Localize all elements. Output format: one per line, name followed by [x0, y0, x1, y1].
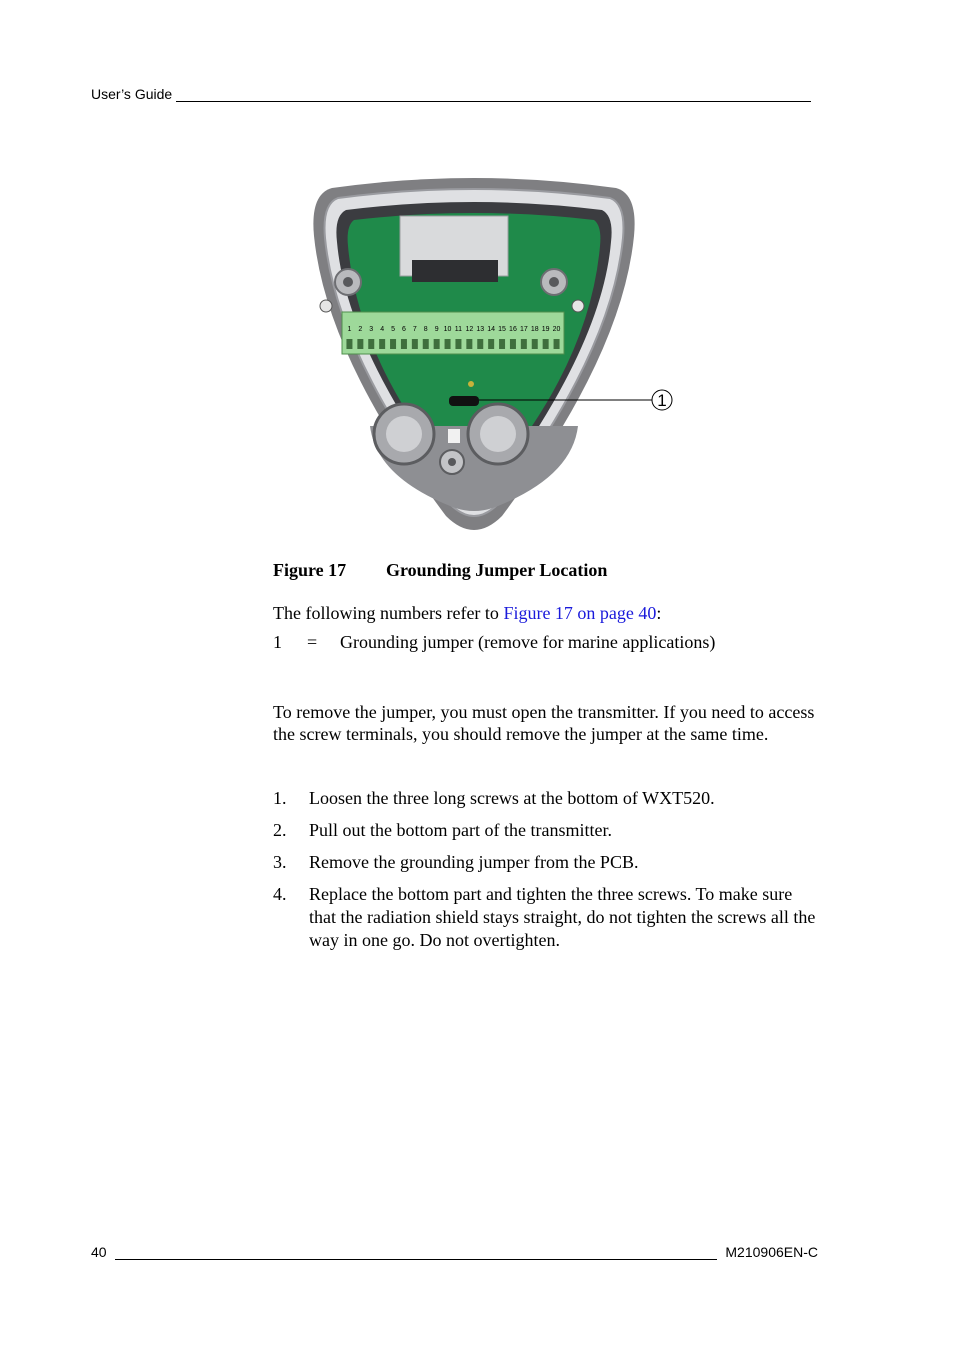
terminal-number: 16: [509, 326, 517, 333]
terminal-block: [342, 312, 564, 354]
terminal-screw: [477, 339, 483, 349]
mount-hole-right-center: [549, 277, 559, 287]
cable-gland-right-center: [480, 416, 516, 452]
callout-number: 1: [657, 391, 667, 410]
center-screw-hole: [448, 458, 456, 466]
intro-text: The following numbers refer to: [273, 603, 504, 623]
connector-pins: [412, 260, 498, 282]
led: [468, 381, 474, 387]
caption-title: Grounding Jumper Location: [386, 560, 608, 580]
terminal-screw: [379, 339, 385, 349]
list-item: [273, 883, 818, 952]
page-header: [91, 86, 811, 102]
doc-code: M210906EN-C: [725, 1244, 818, 1260]
legend-eq: =: [307, 632, 318, 652]
step-number: 1.: [273, 788, 287, 808]
terminal-screw: [390, 339, 396, 349]
terminal-screw: [434, 339, 440, 349]
terminal-screw: [510, 339, 516, 349]
page-number: 40: [91, 1244, 107, 1260]
terminal-number: 6: [401, 326, 406, 333]
terminal-number: 15: [498, 326, 506, 333]
terminal-number: 14: [487, 326, 496, 333]
terminal-number: 3: [369, 326, 374, 333]
terminal-number: 18: [530, 326, 539, 333]
header-rule: [176, 87, 811, 102]
terminal-screw: [346, 339, 352, 349]
terminal-screw: [412, 339, 418, 349]
steps-list: [273, 787, 818, 961]
intro-suffix: :: [656, 603, 662, 623]
step-number: 4.: [273, 884, 287, 904]
gland-label: [448, 429, 460, 443]
list-item: [273, 787, 818, 810]
terminal-number: 1: [347, 326, 352, 333]
terminal-number: 4: [380, 326, 385, 333]
terminal-number: 17: [519, 326, 528, 333]
mount-hole-left-center: [343, 277, 353, 287]
terminal-screw: [554, 339, 560, 349]
step-number: 2.: [273, 820, 287, 840]
terminal-number: 7: [412, 326, 417, 333]
legend-text: Grounding jumper (remove for marine applications): [340, 632, 716, 652]
terminal-number: 5: [391, 326, 396, 333]
terminal-number: 11: [454, 326, 463, 333]
terminal-screw: [401, 339, 407, 349]
terminal-screw: [488, 339, 494, 349]
page-footer: [91, 1244, 818, 1260]
terminal-screw: [445, 339, 451, 349]
terminal-number: 9: [434, 326, 439, 333]
terminal-number: 12: [465, 326, 474, 333]
step-text: Loosen the three long screws at the bottom of WXT520.: [309, 788, 715, 808]
terminal-number: 2: [358, 326, 363, 333]
terminal-screw: [466, 339, 472, 349]
cable-gland-left-center: [386, 416, 422, 452]
grounding-jumper: [449, 396, 479, 406]
terminal-number: 20: [552, 326, 561, 333]
screw-right: [572, 300, 584, 312]
list-item: [273, 851, 818, 874]
terminal-screw: [423, 339, 429, 349]
step-number: 3.: [273, 852, 287, 872]
body-paragraph: To remove the jumper, you must open the transmitter. If you need to access the screw terminals, you should remove the jumper at the same time.: [273, 702, 815, 744]
step-text: Replace the bottom part and tighten the three screws. To make sure that the radiation shield stays straight, do not tighten the screws all the way in one go. Do not overtighten.: [309, 884, 816, 950]
terminal-screw: [521, 339, 527, 349]
terminal-screw: [455, 339, 461, 349]
screw-left: [320, 300, 332, 312]
figure-caption: [273, 560, 607, 581]
caption-number: Figure 17: [273, 560, 347, 580]
step-text: Remove the grounding jumper from the PCB.: [309, 852, 639, 872]
pcb-illustration: [272, 176, 676, 542]
pcb-figure: [272, 176, 676, 542]
legend-number: 1: [273, 632, 282, 652]
list-item: [273, 819, 818, 842]
terminal-screw: [499, 339, 505, 349]
figure-link[interactable]: Figure 17 on page 40: [503, 603, 657, 623]
footer-rule: [115, 1245, 718, 1260]
terminal-screw: [357, 339, 363, 349]
legend-item: [273, 632, 715, 653]
terminal-number: 10: [443, 326, 452, 333]
intro-paragraph: [273, 602, 661, 624]
header-title: User’s Guide: [91, 86, 173, 102]
terminal-number: 8: [423, 326, 428, 333]
terminal-screw: [368, 339, 374, 349]
terminal-number: 19: [541, 326, 550, 333]
terminal-number: 13: [476, 326, 485, 333]
terminal-screw: [532, 339, 538, 349]
terminal-screw: [543, 339, 549, 349]
step-text: Pull out the bottom part of the transmitter.: [309, 820, 612, 840]
